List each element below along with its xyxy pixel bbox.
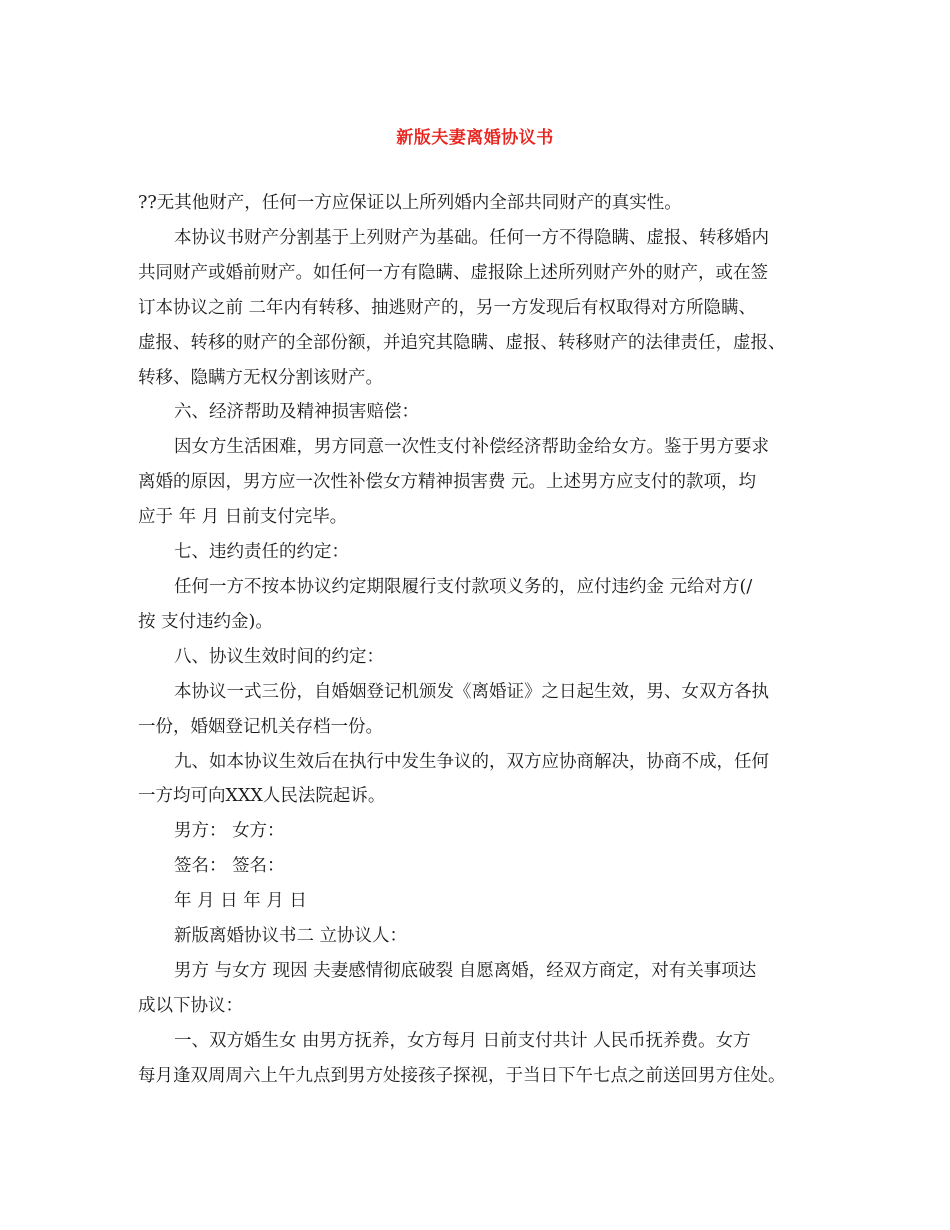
text-line: 离婚的原因，男方应一次性补偿女方精神损害费 元。上述男方应支付的款项，均 bbox=[138, 472, 757, 493]
document-title: 新版夫妻离婚协议书 bbox=[396, 128, 554, 148]
text-line: 本协议一式三份，自婚姻登记机颁发《离婚证》之日起生效，男、女双方各执 bbox=[174, 681, 769, 702]
text-line: ??无其他财产，任何一方应保证以上所列婚内全部共同财产的真实性。 bbox=[138, 193, 682, 213]
text-line: 男方： 女方： bbox=[174, 821, 285, 842]
document-body bbox=[138, 186, 838, 1094]
text-line: 年 月 日 年 月 日 bbox=[174, 891, 307, 912]
text-line: 签名： 签名： bbox=[174, 856, 285, 877]
text-line: 共同财产或婚前财产。如任何一方有隐瞒、虚报除上述所列财产外的财产，或在签 bbox=[138, 262, 768, 283]
text-line: 每月逢双周周六上午九点到男方处接孩子探视，于当日下午七点之前送回男方住处。 bbox=[138, 1065, 786, 1086]
text-line: 一方均可向XXX人民法院起诉。 bbox=[138, 786, 386, 807]
text-line: 虚报、转移的财产的全部份额，并追究其隐瞒、虚报、转移财产的法律责任，虚报、 bbox=[138, 332, 786, 353]
text-line: 一、双方婚生女 由男方抚养，女方每月 日前支付共计 人民币抚养费。女方 bbox=[174, 1030, 751, 1051]
text-line: 新版离婚协议书二 立协议人： bbox=[174, 926, 408, 947]
text-line: 任何一方不按本协议约定期限履行支付款项义务的，应付违约金 元给对方(/ bbox=[174, 576, 753, 597]
text-line: 按 支付违约金)。 bbox=[138, 611, 273, 632]
text-line: 八、协议生效时间的约定： bbox=[174, 646, 384, 667]
text-line: 因女方生活困难，男方同意一次性支付补偿经济帮助金给女方。鉴于男方要求 bbox=[174, 437, 769, 458]
text-line: 订本协议之前 二年内有转移、抽逃财产的，另一方发现后有权取得对方所隐瞒、 bbox=[138, 297, 757, 318]
text-line: 本协议书财产分割基于上列财产为基础。任何一方不得隐瞒、虚报、转移婚内 bbox=[174, 227, 769, 248]
text-line: 应于 年 月 日前支付完毕。 bbox=[138, 507, 348, 528]
text-line: 成以下协议： bbox=[138, 995, 243, 1016]
text-line: 转移、隐瞒方无权分割该财产。 bbox=[138, 367, 383, 388]
text-line: 一份，婚姻登记机关存档一份。 bbox=[138, 716, 383, 737]
text-line: 七、违约责任的约定： bbox=[174, 542, 349, 563]
text-line: 男方 与女方 现因 夫妻感情彻底破裂 自愿离婚，经双方商定，对有关事项达 bbox=[174, 960, 757, 981]
text-line: 九、如本协议生效后在执行中发生争议的，双方应协商解决，协商不成，任何 bbox=[174, 751, 769, 772]
text-line: 六、经济帮助及精神损害赔偿： bbox=[174, 402, 419, 423]
